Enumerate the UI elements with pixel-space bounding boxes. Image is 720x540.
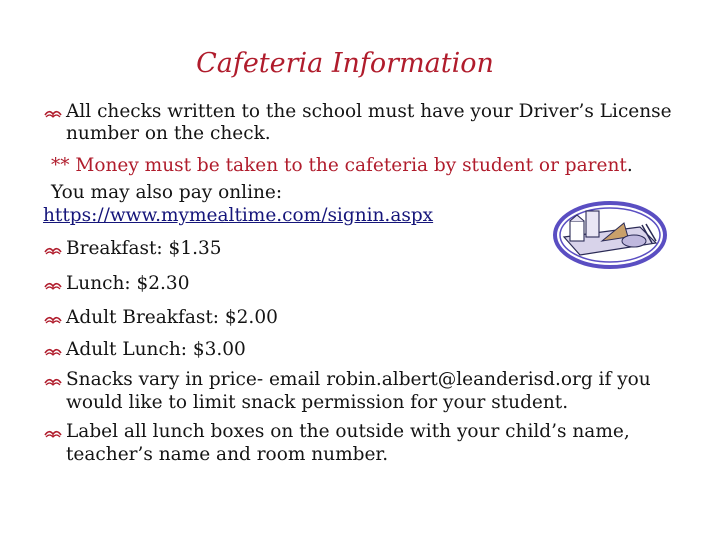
breakfast-price: Breakfast: $1.35 <box>66 238 222 259</box>
money-prefix: ** <box>51 155 76 176</box>
checks-line-2: number on the check. <box>66 123 271 144</box>
checks-line-1: All checks written to the school must have your Driver’s License <box>66 101 672 122</box>
book-bullet-icon <box>44 309 62 325</box>
book-bullet-icon <box>44 371 62 387</box>
label-line-1: Label all lunch boxes on the outside with your child’s name, <box>66 421 630 442</box>
money-notice <box>51 155 633 177</box>
label-line-2: teacher’s name and room number. <box>66 444 389 465</box>
page-title: Cafeteria Information <box>196 48 494 79</box>
lunch-price: Lunch: $2.30 <box>66 273 190 294</box>
book-bullet-icon <box>44 423 62 439</box>
book-bullet-icon <box>44 103 62 119</box>
book-bullet-icon <box>44 341 62 357</box>
money-suffix: . <box>626 155 633 176</box>
adult-breakfast-price: Adult Breakfast: $2.00 <box>66 307 278 328</box>
lunch-tray-clipart <box>552 197 668 269</box>
snacks-line-2: would like to limit snack permission for your student. <box>66 392 569 413</box>
money-text: Money must be taken to the cafeteria by student or parent <box>75 155 627 176</box>
snacks-line-1: Snacks vary in price- email robin.albert@leanderisd.org if you <box>66 369 651 390</box>
adult-lunch-price: Adult Lunch: $3.00 <box>66 339 246 360</box>
mymealtime-link[interactable]: https://www.mymealtime.com/signin.aspx <box>43 205 434 226</box>
online-text: You may also pay online: <box>51 182 283 203</box>
book-bullet-icon <box>44 240 62 256</box>
book-bullet-icon <box>44 275 62 291</box>
